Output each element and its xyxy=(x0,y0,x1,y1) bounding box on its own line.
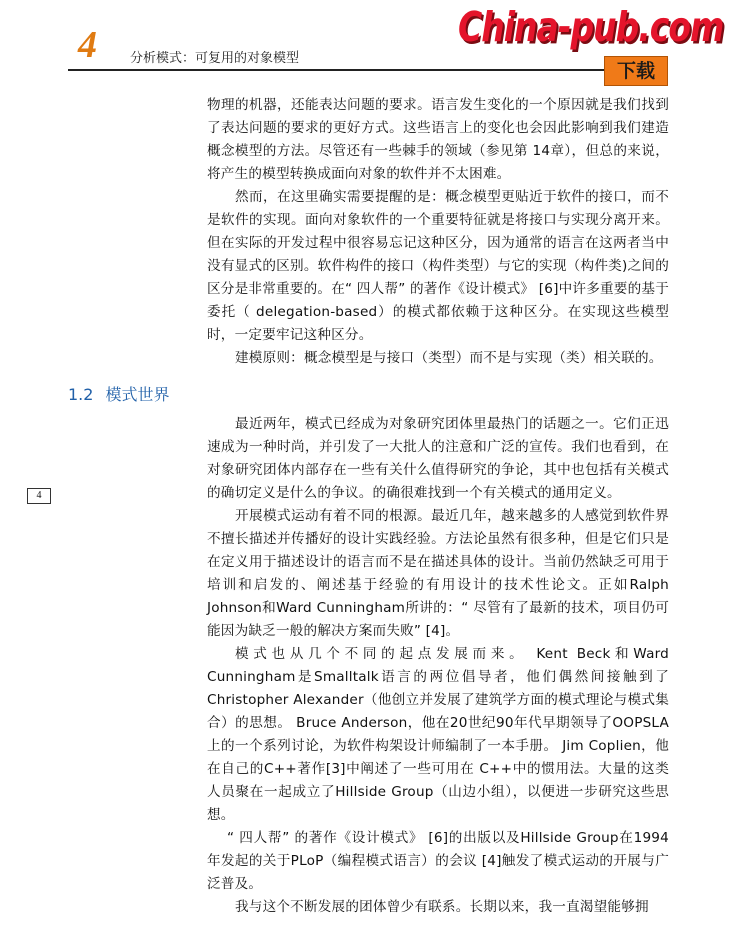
modeling-principle: 建模原则：概念模型是与接口（类型）而不是与实现（类）相关联的。 xyxy=(235,350,663,366)
paragraph: 开展模式运动有着不同的根源。最近几年，越来越多的人感觉到软件界不擅长描述并传播好的设计实践经验。方法论虽然有很多种，但是它们只是在定义用于描述设计的语言而不是在描述具体的设计。当前仍然缺乏可用于培训和启发的、阐述基于经验的有用设计的技术性论文。正如Ralph Johnson和Ward Cunningham所讲的：“ 尽管有了最新的技术，项目仍可能因为缺乏一般的解决方案而失败” [4]。 xyxy=(207,508,669,639)
section-body xyxy=(207,413,669,919)
paragraph: 模式也从几个不同的起点发展而来。 Kent Beck和Ward Cunningham是Smalltalk语言的两位倡导者，他们偶然间接触到了 Christopher Alexander（他创立并发展了建筑学方面的模式理论与模式集合）的思想。 Bruce Anderson，他在20世纪90年代早期领导了OOPSLA上的一个系列讨论，为软件构架设计师编制了一本手册。 Jim Coplien，他在自己的C++著作[3]中阐述了一些可用在 C++中的惯用法。大量的这类人员聚在一起成立了Hillside Group（山边小组），以便进一步研究这些思想。 xyxy=(207,646,669,823)
header-rule xyxy=(68,69,668,71)
china-pub-logo[interactable]: China-pub.com xyxy=(458,2,724,51)
paragraph: 然而，在这里确实需要提醒的是：概念模型更贴近于软件的接口，而不是软件的实现。面向对象软件的一个重要特征就是将接口与实现分离开来。 但在实际的开发过程中很容易忘记这种区分，因为通常的语言在这两者当中没有显式的区别。软件构件的接口（构件类型）与它的实现（构件类)之间的区分是非常重要的。在“ 四人帮” 的著作《设计模式》 [6]中许多重要的基于委托（ delegation-based）的模式都依赖于这种区分。在实现这些模型时，一定要牢记这种区分。 xyxy=(207,189,669,343)
paragraph: 物理的机器，还能表达问题的要求。语言发生变化的一个原因就是我们找到了表达问题的要求的更好方式。这些语言上的变化也会因此影响到我们建造概念模型的方法。尽管还有一些棘手的领域（参见第 14章），但总的来说，将产生的模型转换成面向对象的软件并不太困难。 xyxy=(207,97,669,182)
running-title: 分析模式：可复用的对象模型 xyxy=(130,51,300,66)
chapter-number: 4 xyxy=(78,24,97,66)
paragraph: “ 四人帮” 的著作《设计模式》 [6]的出版以及Hillside Group在1994年发起的关于PLoP（编程模式语言）的会议 [4]触发了模式运动的开展与广泛普及。 xyxy=(207,830,669,892)
paragraph: 最近两年，模式已经成为对象研究团体里最热门的话题之一。它们正迅速成为一种时尚，并引发了一大批人的注意和广泛的宣传。我们也看到，在对象研究团体内部存在一些有关什么值得研究的争论，其中也包括有关模式的确切定义是什么的争议。的确很难找到一个有关模式的通用定义。 xyxy=(207,416,669,501)
body-text xyxy=(207,94,669,370)
section-title: 模式世界 xyxy=(105,385,170,404)
section-heading xyxy=(68,382,169,405)
section-number: 1.2 xyxy=(68,385,94,404)
download-button[interactable]: 下载 xyxy=(604,56,668,86)
margin-page-number: 4 xyxy=(27,488,51,504)
paragraph: 我与这个不断发展的团体曾少有联系。长期以来，我一直渴望能够拥 xyxy=(235,899,649,915)
